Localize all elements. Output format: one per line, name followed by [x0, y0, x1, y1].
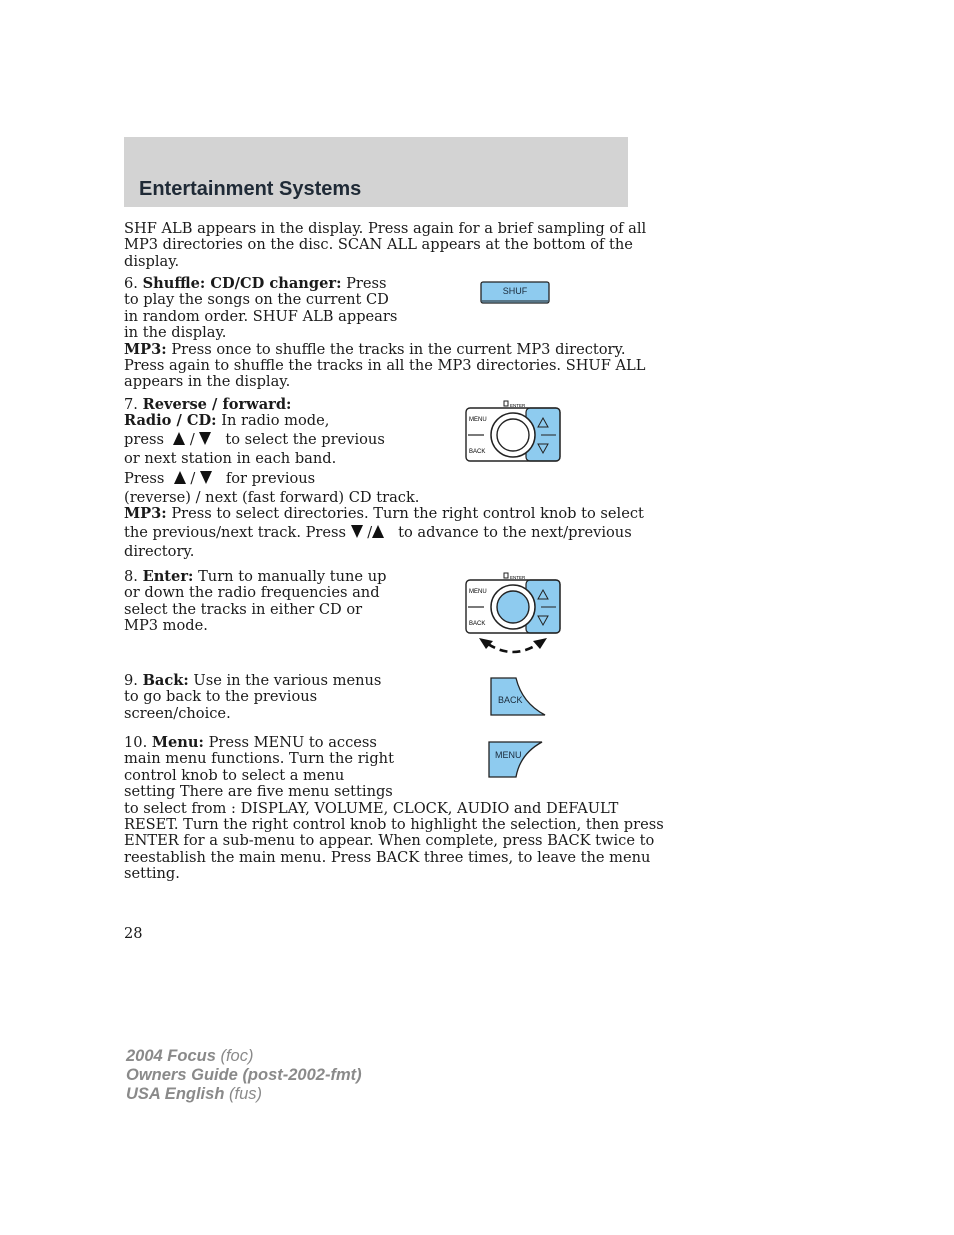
enter-knob-illustration	[462, 570, 564, 658]
item-text: reestablish the main menu. Press BACK three times, to leave the menu	[124, 848, 651, 866]
menu-button-label: MENU	[495, 750, 522, 760]
item-text: Press once to shuffle the tracks in the current MP3 directory.	[171, 340, 626, 358]
item-text: Press MENU to access	[208, 734, 377, 751]
slash: /	[190, 469, 196, 487]
item-number: 10.	[124, 734, 148, 751]
menu-button-illustration	[486, 738, 548, 780]
enter-label: ENTER	[510, 575, 526, 580]
item-text: RESET. Turn the right control knob to highlight the selection, then press	[124, 816, 664, 834]
rotate-right-arrow-icon	[533, 638, 547, 649]
enter-knob	[497, 591, 529, 623]
item-text: select the tracks in either CD or	[124, 600, 363, 618]
item-text: (reverse) / next (fast forward) CD track.	[124, 489, 420, 507]
item-text: in the display.	[124, 324, 227, 342]
item-text: Press to select directories. Turn the right control knob to select	[171, 505, 644, 523]
item-text: to select the previous	[225, 430, 385, 448]
back-label: BACK	[469, 621, 486, 627]
shuffle-paragraph	[124, 276, 645, 391]
item-text: ENTER for a sub-menu to appear. When complete, press BACK twice to	[124, 832, 655, 850]
item-number: 8.	[124, 568, 138, 585]
seek-down-icon	[200, 471, 212, 484]
item-text: appears in the display.	[124, 373, 291, 391]
footer-model: 2004 Focus	[126, 1047, 216, 1065]
footer-language-code: (fus)	[224, 1085, 262, 1103]
item-text: to advance to the next/previous	[398, 523, 632, 541]
footer-guide: Owners Guide (post-2002-fmt)	[126, 1066, 362, 1084]
item-number: 7.	[124, 396, 138, 413]
document-footer	[126, 1047, 362, 1104]
item-text: to play the songs on the current CD	[124, 291, 389, 309]
slash: /	[189, 430, 195, 448]
menu-label: MENU	[469, 417, 487, 423]
control-knob-illustration	[462, 398, 564, 466]
back-label: BACK	[469, 449, 486, 455]
seek-up-icon	[173, 432, 185, 445]
seek-down-icon	[199, 432, 211, 445]
item-text: screen/choice.	[124, 704, 231, 722]
shuf-button-illustration	[478, 279, 554, 307]
enter-label: ENTER	[510, 403, 526, 408]
enter-paragraph	[124, 569, 386, 635]
back-paragraph	[124, 673, 381, 722]
back-button-illustration	[488, 675, 550, 719]
item-title: Shuffle: CD/CD changer:	[142, 275, 342, 292]
item-text: Use in the various menus	[193, 672, 382, 689]
intro-line: SHF ALB appears in the display. Press again for a brief sampling of all	[124, 220, 647, 237]
item-text: or down the radio frequencies and	[124, 584, 380, 602]
intro-line: display.	[124, 252, 180, 270]
menu-label: MENU	[469, 589, 487, 595]
item-text: setting.	[124, 865, 180, 883]
item-text: main menu functions. Turn the right	[124, 750, 394, 768]
mp3-label: MP3:	[124, 505, 167, 523]
item-title: Enter:	[142, 568, 194, 585]
item-text: for previous	[225, 469, 316, 487]
mp3-label: MP3:	[124, 340, 167, 358]
rotate-arc-icon	[488, 644, 538, 652]
item-number: 9.	[124, 672, 138, 689]
item-text: setting There are five menu settings	[124, 783, 393, 801]
item-title: Menu:	[151, 734, 204, 751]
footer-language: USA English	[126, 1085, 225, 1103]
radio-cd-label: Radio / CD:	[124, 412, 217, 430]
item-text: the previous/next track. Press	[124, 523, 347, 541]
item-text: control knob to select a menu	[124, 766, 345, 784]
item-text: to select from : DISPLAY, VOLUME, CLOCK, AUDIO and DEFAULT	[124, 799, 619, 817]
item-text: or next station in each band.	[124, 450, 337, 468]
item-text: MP3 mode.	[124, 617, 208, 635]
section-title: Entertainment Systems	[139, 178, 362, 200]
item-text: directory.	[124, 543, 195, 561]
item-text: In radio mode,	[221, 412, 330, 430]
reverse-paragraph	[124, 397, 644, 561]
item-text: Press	[124, 469, 165, 487]
item-title: Reverse / forward:	[142, 396, 292, 413]
item-title: Back:	[142, 672, 189, 689]
item-text: Press	[346, 275, 387, 292]
intro-line: MP3 directories on the disc. SCAN ALL appears at the bottom of the	[124, 236, 633, 254]
footer-model-code: (foc)	[215, 1047, 254, 1065]
shuf-button-label: SHUF	[502, 286, 528, 296]
page-number: 28	[124, 925, 143, 942]
seek-down-icon	[351, 525, 363, 538]
item-text: in random order. SHUF ALB appears	[124, 307, 398, 325]
item-text: press	[124, 430, 164, 448]
slash: /	[367, 523, 373, 541]
intro-paragraph	[124, 221, 646, 270]
item-text: Turn to manually tune up	[198, 568, 387, 585]
menu-paragraph	[124, 735, 664, 883]
item-number: 6.	[124, 275, 138, 292]
seek-up-icon	[174, 471, 186, 484]
seek-up-icon	[372, 525, 384, 538]
rotate-left-arrow-icon	[479, 638, 493, 649]
item-text: Press again to shuffle the tracks in all the MP3 directories. SHUF ALL	[124, 357, 646, 375]
back-button-label: BACK	[498, 695, 523, 705]
item-text: to go back to the previous	[124, 688, 318, 706]
